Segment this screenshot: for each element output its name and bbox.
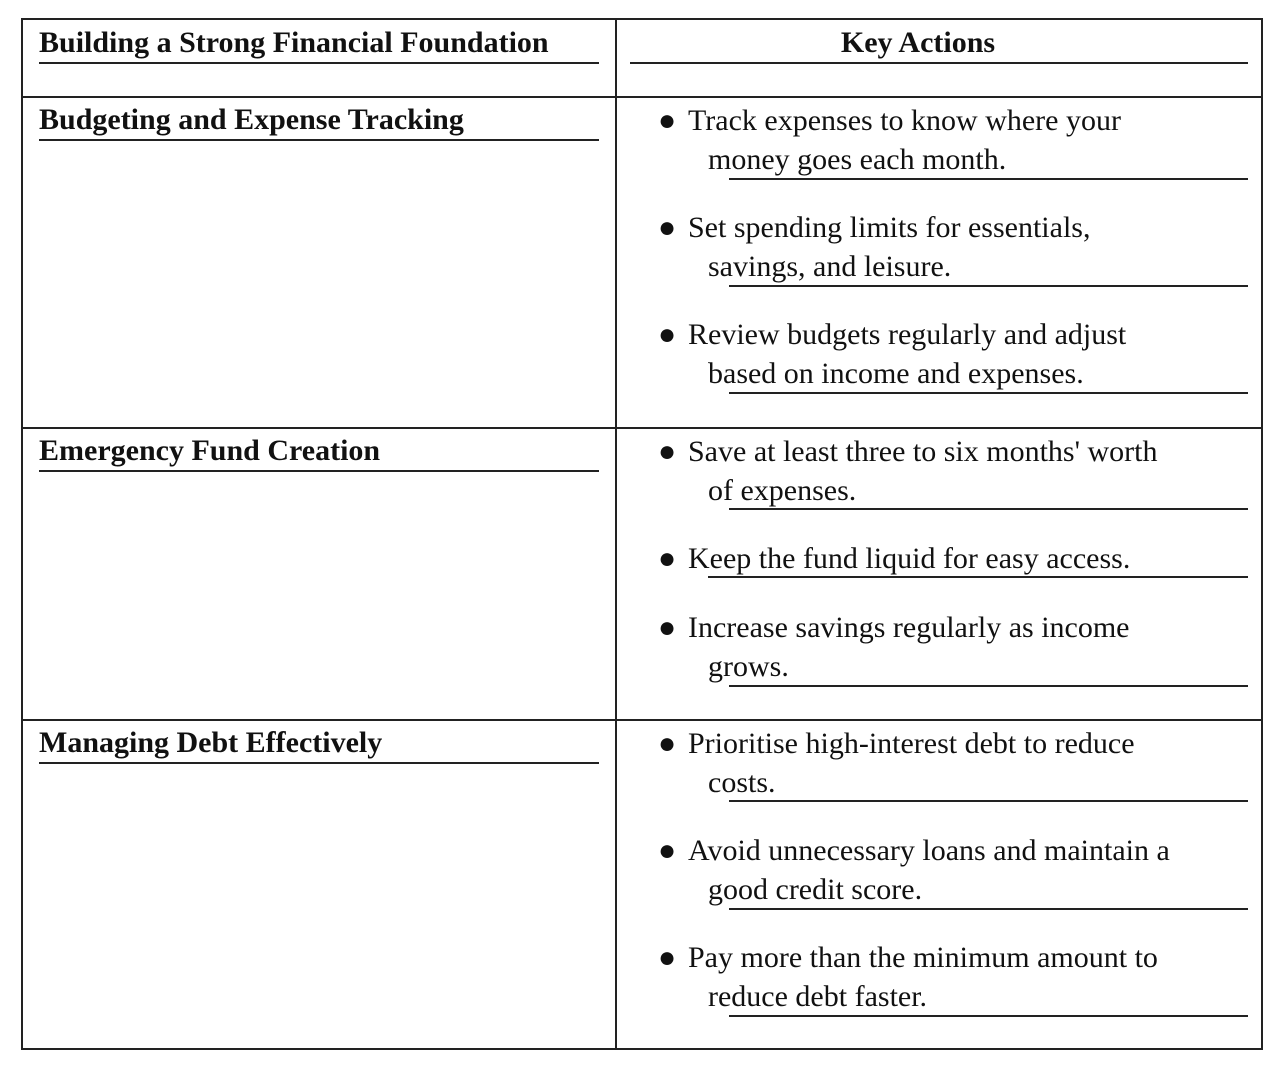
action-line: good credit score. bbox=[708, 873, 923, 906]
action-underline bbox=[729, 285, 1248, 287]
action-underline bbox=[729, 178, 1248, 180]
row-title-budgeting: Budgeting and Expense Tracking bbox=[39, 103, 464, 136]
row-title-emergency-fund: Emergency Fund Creation bbox=[39, 434, 381, 467]
action-line: savings, and leisure. bbox=[708, 250, 952, 283]
action-underline bbox=[729, 392, 1248, 394]
header-topic-underline bbox=[39, 62, 599, 64]
action-line: money goes each month. bbox=[708, 143, 1007, 176]
action-underline bbox=[729, 800, 1248, 802]
action-underline bbox=[729, 508, 1248, 510]
action-line: based on income and expenses. bbox=[708, 357, 1084, 390]
action-line: Review budgets regularly and adjust bbox=[688, 318, 1127, 351]
action-line: Pay more than the minimum amount to bbox=[688, 941, 1158, 974]
action-line: grows. bbox=[708, 650, 789, 683]
action-line: Avoid unnecessary loans and maintain a bbox=[688, 834, 1170, 867]
action-underline bbox=[708, 576, 1248, 578]
action-underline bbox=[729, 685, 1248, 687]
action-line: Save at least three to six months' worth bbox=[688, 435, 1158, 468]
row-title-underline bbox=[39, 470, 599, 472]
action-line: Keep the fund liquid for easy access. bbox=[688, 542, 1131, 575]
bullet-icon: ● bbox=[658, 318, 677, 351]
row-divider bbox=[23, 719, 1261, 721]
bullet-icon: ● bbox=[658, 727, 677, 760]
financial-foundation-table bbox=[21, 18, 1263, 1050]
action-line: costs. bbox=[708, 766, 776, 799]
header-topic: Building a Strong Financial Foundation bbox=[39, 26, 549, 59]
bullet-icon: ● bbox=[658, 211, 677, 244]
action-line: reduce debt faster. bbox=[708, 980, 928, 1013]
column-divider bbox=[615, 20, 617, 1048]
bullet-icon: ● bbox=[658, 542, 677, 575]
row-title-underline bbox=[39, 762, 599, 764]
action-line: Prioritise high-interest debt to reduce bbox=[688, 727, 1135, 760]
bullet-icon: ● bbox=[658, 611, 677, 644]
row-divider bbox=[23, 96, 1261, 98]
action-line: Set spending limits for essentials, bbox=[688, 211, 1091, 244]
bullet-icon: ● bbox=[658, 435, 677, 468]
action-line: Increase savings regularly as income bbox=[688, 611, 1130, 644]
row-title-underline bbox=[39, 139, 599, 141]
bullet-icon: ● bbox=[658, 834, 677, 867]
row-divider bbox=[23, 427, 1261, 429]
row-title-debt: Managing Debt Effectively bbox=[39, 726, 383, 759]
header-key-actions: Key Actions bbox=[840, 26, 996, 59]
bullet-icon: ● bbox=[658, 104, 677, 137]
action-line: of expenses. bbox=[708, 474, 857, 507]
action-underline bbox=[729, 908, 1248, 910]
header-actions-underline bbox=[630, 62, 1248, 64]
action-underline bbox=[729, 1015, 1248, 1017]
bullet-icon: ● bbox=[658, 941, 677, 974]
action-line: Track expenses to know where your bbox=[688, 104, 1121, 137]
